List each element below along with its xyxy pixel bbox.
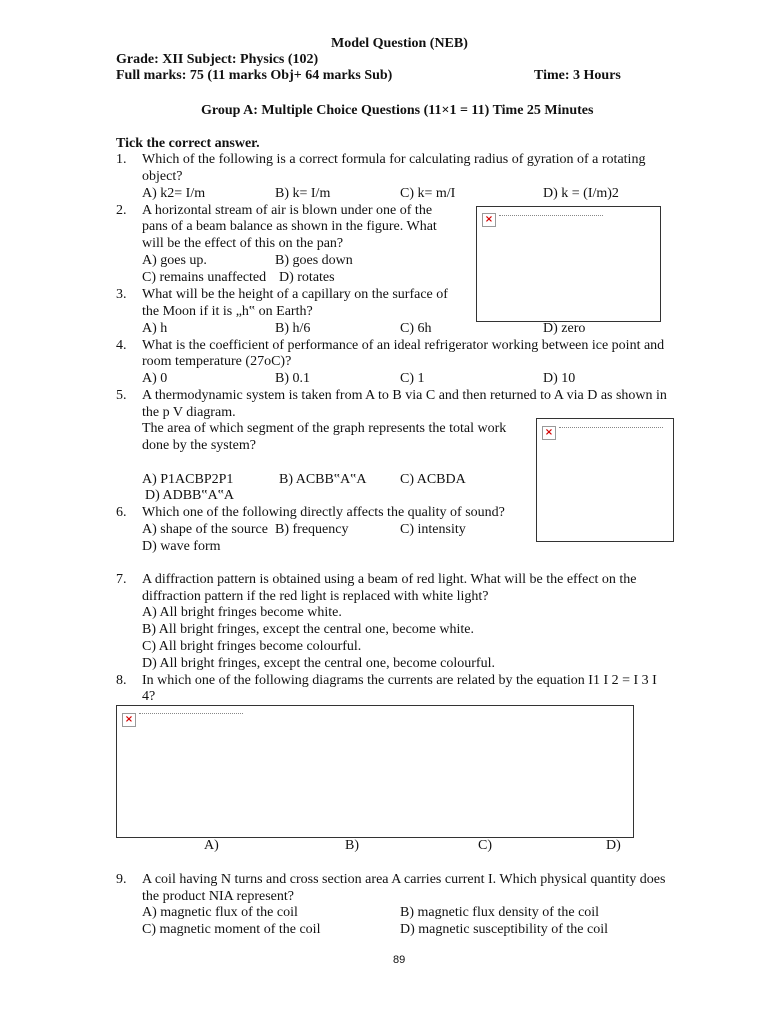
option-d: D) magnetic susceptibility of the coil: [400, 922, 609, 937]
question-text: A diffraction pattern is obtained using a beam of red light. What will be the effect on the: [142, 572, 637, 587]
option-a: A) h: [142, 321, 168, 336]
option-c: C) remains unaffected: [142, 270, 267, 285]
option-c: C) k= m/I: [400, 186, 456, 201]
question-number: 1.: [116, 152, 127, 167]
option-a: A) All bright fringes become white.: [142, 605, 342, 620]
option-b: B) h/6: [275, 321, 311, 336]
option-a: A) 0: [142, 371, 168, 386]
image-alt-text: [499, 215, 603, 217]
question-number: 8.: [116, 673, 127, 688]
option-c: C) magnetic moment of the coil: [142, 922, 321, 937]
image-alt-text: [559, 427, 663, 429]
question-number: 6.: [116, 505, 127, 520]
option-b: B) All bright fringes, except the central one, become white.: [142, 622, 475, 637]
option-c: C) All bright fringes become colourful.: [142, 639, 362, 654]
option-a: A) P1ACBP2P1: [142, 472, 234, 487]
question-text: diffraction pattern if the red light is replaced with white light?: [142, 589, 489, 604]
option-d: D) zero: [543, 321, 586, 336]
option-b: B) goes down: [275, 253, 353, 268]
figure-beam-balance: [476, 206, 661, 322]
question-number: 2.: [116, 203, 127, 218]
question-text: will be the effect of this on the pan?: [142, 236, 344, 251]
question-number: 4.: [116, 338, 127, 353]
option-d: D) ADBB‟A‟A: [145, 488, 235, 503]
full-marks: Full marks: 75 (11 marks Obj+ 64 marks Sub): [116, 68, 393, 83]
question-number: 5.: [116, 388, 127, 403]
option-b: B) ACBB‟A‟A: [279, 472, 367, 487]
figure-pv-diagram: [536, 418, 674, 542]
question-number: 3.: [116, 287, 127, 302]
question-text: done by the system?: [142, 438, 256, 453]
option-b: B) magnetic flux density of the coil: [400, 905, 600, 920]
question-text: In which one of the following diagrams the currents are related by the equation I1 I 2 = I 3 I: [142, 673, 657, 688]
diagram-label-d: D): [606, 838, 621, 853]
question-text: The area of which segment of the graph represents the total work: [142, 421, 507, 436]
page-number: 89: [393, 954, 406, 966]
question-text: 4?: [142, 689, 156, 704]
diagram-label-a: A): [204, 838, 219, 853]
question-text: room temperature (27oC)?: [142, 354, 292, 369]
exam-title: Model Question (NEB): [331, 36, 468, 51]
option-a: A) k2= I/m: [142, 186, 206, 201]
question-text: object?: [142, 169, 183, 184]
question-text: Which of the following is a correct formula for calculating radius of gyration of a rotating: [142, 152, 646, 167]
option-c: C) 6h: [400, 321, 432, 336]
option-a: A) shape of the source: [142, 522, 268, 537]
figure-current-diagrams: [116, 705, 634, 838]
diagram-label-c: C): [478, 838, 492, 853]
option-b: B) 0.1: [275, 371, 310, 386]
question-text: the product NIA represent?: [142, 889, 294, 904]
broken-image-icon: ×: [542, 426, 556, 440]
option-c: C) 1: [400, 371, 425, 386]
option-a: A) magnetic flux of the coil: [142, 905, 298, 920]
question-text: A thermodynamic system is taken from A to B via C and then returned to A via D as shown in: [142, 388, 667, 403]
question-number: 7.: [116, 572, 127, 587]
broken-image-icon: ×: [482, 213, 496, 227]
option-b: B) frequency: [275, 522, 349, 537]
question-text: A coil having N turns and cross section area A carries current I. Which physical quantity does: [142, 872, 666, 887]
broken-image-icon: ×: [122, 713, 136, 727]
instruction: Tick the correct answer.: [116, 136, 260, 151]
question-text: What is the coefficient of performance of an ideal refrigerator working between ice point and: [142, 338, 665, 353]
option-a: A) goes up.: [142, 253, 207, 268]
option-d: D) k = (I/m)2: [543, 186, 619, 201]
image-alt-text: [139, 713, 243, 715]
option-c: C) ACBDA: [400, 472, 466, 487]
option-c: C) intensity: [400, 522, 466, 537]
question-text: pans of a beam balance as shown in the figure. What: [142, 219, 437, 234]
exam-time: Time: 3 Hours: [534, 68, 621, 83]
option-d: D) rotates: [279, 270, 335, 285]
question-text: Which one of the following directly affects the quality of sound?: [142, 505, 505, 520]
group-heading: Group A: Multiple Choice Questions (11×1 = 11) Time 25 Minutes: [201, 103, 594, 118]
question-text: A horizontal stream of air is blown under one of the: [142, 203, 433, 218]
question-text: the Moon if it is „h‟ on Earth?: [142, 304, 313, 319]
option-d: D) wave form: [142, 539, 221, 554]
question-text: What will be the height of a capillary on the surface of: [142, 287, 448, 302]
option-d: D) 10: [543, 371, 576, 386]
option-d: D) All bright fringes, except the central one, become colourful.: [142, 656, 495, 671]
diagram-label-b: B): [345, 838, 359, 853]
grade-subject: Grade: XII Subject: Physics (102): [116, 52, 319, 67]
question-text: the p V diagram.: [142, 405, 236, 420]
option-b: B) k= I/m: [275, 186, 331, 201]
question-number: 9.: [116, 872, 127, 887]
